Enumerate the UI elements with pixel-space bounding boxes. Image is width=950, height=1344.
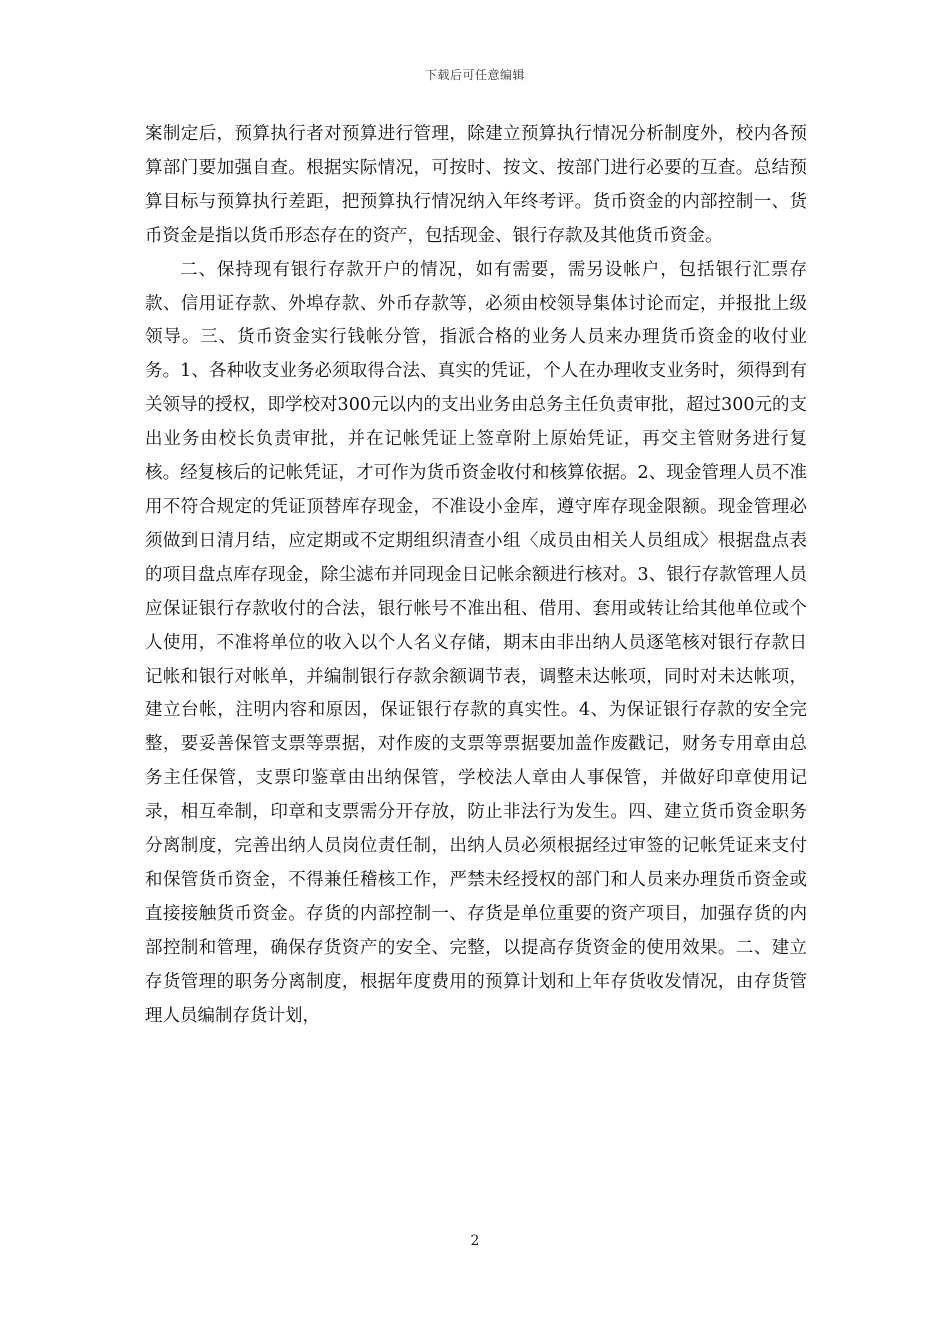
paragraph-2: 二、保持现有银行存款开户的情况，如有需要，需另设帐户，包括银行汇票存款、信用证存款、外埠存款、外币存款等，必须由校领导集体讨论而定，并报批上级领导。三、货币资金实行钱帐分管，指派合格的业务人员来办理货币资金的收付业务。1、各种收支业务必须取得合法、真实的凭证，个人在办理收支业务时，须得到有关领导的授权，即学校对300元以内的支出业务由总务主任负责审批，超过300元的支出业务由校长负责审批，并在记帐凭证上签章附上原始凭证，再交主管财务进行复核。经复核后的记帐凭证，才可作为货币资金收付和核算依据。2、现金管理人员不准用不符合规定的凭证顶替库存现金，不准设小金库，遵守库存现金限额。现金管理必须做到日清月结，应定期或不定期组织清查小组〈成员由相关人员组成〉根据盘点表的项目盘点库存现金，除尘滤布并同现金日记帐余额进行核对。3、银行存款管理人员应保证银行存款收付的合法，银行帐号不准出租、借用、套用或转让给其他单位或个人使用，不准将单位的收入以个人名义存储，期末由非出纳人员逐笔核对银行存款日记帐和银行对帐单，并编制银行存款余额调节表，调整未达帐项，同时对未达帐项，建立台帐，注明内容和原因，保证银行存款的真实性。4、为保证银行存款的安全完整，要妥善保管支票等票据，对作废的支票等票据要加盖作废戳记，财务专用章由总务主任保管，支票印鉴章由出纳保管，学校法人章由人事保管，并做好印章使用记录，相互牵制，印章和支票需分开存放，防止非法行为发生。四、建立货币资金职务分离制度，完善出纳人员岗位责任制，出纳人员必须根据经过审签的记帐凭证来支付和保管货币资金，不得兼任稽核工作，严禁未经授权的部门和人员来办理货币资金或直接接触货币资金。存货的内部控制一、存货是单位重要的资产项目，加强存货的内部控制和管理，确保存货资产的安全、完整，以提高存货资金的使用效果。二、建立存货管理的职务分离制度，根据年度费用的预算计划和上年存货收发情况，由存货管理人员编制存货计划，	[145, 259, 807, 1026]
page-header: 下载后可任意编辑	[424, 68, 525, 82]
document-body	[145, 118, 807, 1033]
paragraph-1: 案制定后，预算执行者对预算进行管理，除建立预算执行情况分析制度外，校内各预算部门要加强自查。根据实际情况，可按时、按文、按部门进行必要的互查。总结预算目标与预算执行差距，把预算执行情况纳入年终考评。货币资金的内部控制一、货币资金是指以货币形态存在的资产，包括现金、银行存款及其他货币资金。	[145, 124, 807, 246]
page-number: 2	[470, 1233, 480, 1249]
